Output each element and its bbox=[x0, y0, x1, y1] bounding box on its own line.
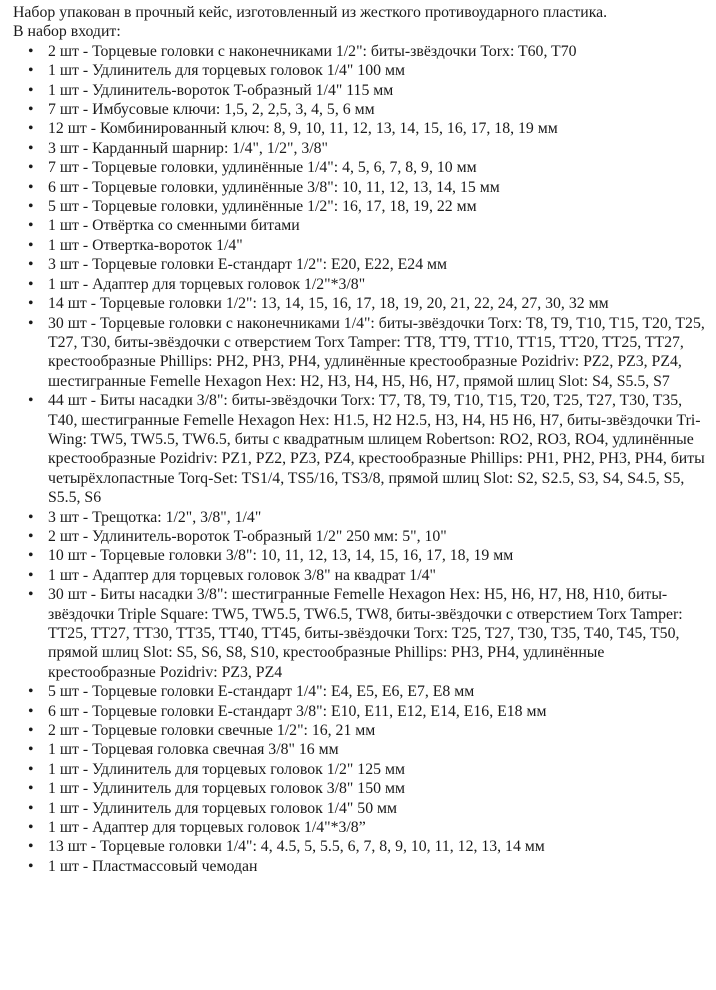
list-item: • 2 шт - Удлинитель-вороток T-образный 1/2" 250 мм: 5", 10" bbox=[48, 527, 710, 546]
list-item: • 1 шт - Пластмассовый чемодан bbox=[48, 857, 710, 876]
list-item: • 1 шт - Адаптер для торцевых головок 1/4"*3/8” bbox=[48, 818, 710, 837]
list-item: • 1 шт - Удлинитель для торцевых головок 3/8" 150 мм bbox=[48, 779, 710, 798]
list-item: • 1 шт - Отвёртка со сменными битами bbox=[48, 216, 710, 235]
list-item: • 1 шт - Торцевая головка свечная 3/8" 16 мм bbox=[48, 740, 710, 759]
list-item: • 2 шт - Торцевые головки с наконечниками 1/2": биты-звёздочки Torx: T60, T70 bbox=[48, 42, 710, 61]
list-item: • 1 шт - Удлинитель для торцевых головок 1/4" 100 мм bbox=[48, 61, 710, 80]
list-item: • 2 шт - Торцевые головки свечные 1/2": 16, 21 мм bbox=[48, 721, 710, 740]
list-item: • 7 шт - Имбусовые ключи: 1,5, 2, 2,5, 3, 4, 5, 6 мм bbox=[48, 100, 710, 119]
intro-paragraph bbox=[13, 3, 710, 42]
list-item: • 7 шт - Торцевые головки, удлинённые 1/4": 4, 5, 6, 7, 8, 9, 10 мм bbox=[48, 158, 710, 177]
list-item: • 1 шт - Адаптер для торцевых головок 1/2"*3/8" bbox=[48, 275, 710, 294]
list-item: • 30 шт - Биты насадки 3/8": шестигранные Femelle Hexagon Hex: H5, H6, H7, H8, H10, биты-звёздочки Triple Square: TW5, TW5.5, TW6.5, TW8, биты-звёздочки с отверстием Torx Tamper: TT25, TT27, TT30, TT35, TT40, TT45, биты-звёздочки Torx: T25, T27, T30, T35, T40, T45, T50, прямой шлиц Slot: S5, S6, S8, S10, крестообразные Phillips: PH3, PH4, удлинённые крестообразные Pozidriv: PZ3, PZ4 bbox=[48, 585, 710, 682]
list-item: • 6 шт - Торцевые головки E-стандарт 3/8": E10, E11, E12, E14, E16, E18 мм bbox=[48, 702, 710, 721]
list-item: • 5 шт - Торцевые головки E-стандарт 1/4": E4, E5, E6, E7, E8 мм bbox=[48, 682, 710, 701]
list-item: • 6 шт - Торцевые головки, удлинённые 3/8": 10, 11, 12, 13, 14, 15 мм bbox=[48, 178, 710, 197]
list-item: • 5 шт - Торцевые головки, удлинённые 1/2": 16, 17, 18, 19, 22 мм bbox=[48, 197, 710, 216]
list-item: • 1 шт - Удлинитель-вороток T-образный 1/4" 115 мм bbox=[48, 81, 710, 100]
list-item: • 3 шт - Трещотка: 1/2", 3/8", 1/4" bbox=[48, 508, 710, 527]
intro-line-2: В набор входит: bbox=[13, 23, 121, 41]
list-item: • 3 шт - Торцевые головки E-стандарт 1/2": E20, E22, E24 мм bbox=[48, 255, 710, 274]
list-item: • 10 шт - Торцевые головки 3/8": 10, 11, 12, 13, 14, 15, 16, 17, 18, 19 мм bbox=[48, 546, 710, 565]
intro-line-1: Набор упакован в прочный кейс, изготовленный из жесткого противоударного пластика. bbox=[13, 4, 608, 21]
list-item: • 1 шт - Адаптер для торцевых головок 3/8" на квадрат 1/4" bbox=[48, 566, 710, 585]
list-item: • 3 шт - Карданный шарнир: 1/4", 1/2", 3/8" bbox=[48, 139, 710, 158]
list-item: • 44 шт - Биты насадки 3/8": биты-звёздочки Torx: T7, T8, T9, T10, T15, T20, T25, T27, T30, T35, T40, шестигранные Femelle Hexagon Hex: H1.5, H2 H2.5, H3, H4, H5 H6, H7, биты-звёздочки Tri-Wing: TW5, TW5.5, TW6.5, биты с квадратным шлицем Robertson: RO2, RO3, RO4, удлинённые крестообразные Pozidriv: PZ1, PZ2, PZ3, PZ4, крестообразные Phillips: PH1, PH2, PH3, PH4, биты четырёхлопастные Torq-Set: TS1/4, TS5/16, TS3/8, прямой шлиц Slot: S2, S2.5, S3, S4, S4.5, S5, S5.5, S6 bbox=[48, 391, 710, 507]
list-item: • 1 шт - Отвертка-вороток 1/4" bbox=[48, 236, 710, 255]
list-item: • 13 шт - Торцевые головки 1/4": 4, 4.5, 5, 5.5, 6, 7, 8, 9, 10, 11, 12, 13, 14 мм bbox=[48, 837, 710, 856]
list-item: • 1 шт - Удлинитель для торцевых головок 1/2" 125 мм bbox=[48, 760, 710, 779]
list-item: • 14 шт - Торцевые головки 1/2": 13, 14, 15, 16, 17, 18, 19, 20, 21, 22, 24, 27, 30, 32 мм bbox=[48, 294, 710, 313]
list-item: • 12 шт - Комбинированный ключ: 8, 9, 10, 11, 12, 13, 14, 15, 16, 17, 18, 19 мм bbox=[48, 119, 710, 138]
items-list bbox=[13, 42, 710, 876]
list-item: • 30 шт - Торцевые головки с наконечниками 1/4": биты-звёздочки Torx: T8, T9, T10, T15, T20, T25, T27, T30, биты-звёздочки с отверстием Torx Tamper: TT8, TT9, TT10, TT15, TT20, TT25, TT27, крестообразные Phillips: PH2, PH3, PH4, удлинённые крестообразные Pozidriv: PZ2, PZ3, PZ4, шестигранные Femelle Hexagon Hex: H2, H3, H4, H5, H6, H7, прямой шлиц Slot: S4, S5.5, S7 bbox=[48, 314, 710, 392]
list-item: • 1 шт - Удлинитель для торцевых головок 1/4" 50 мм bbox=[48, 799, 710, 818]
